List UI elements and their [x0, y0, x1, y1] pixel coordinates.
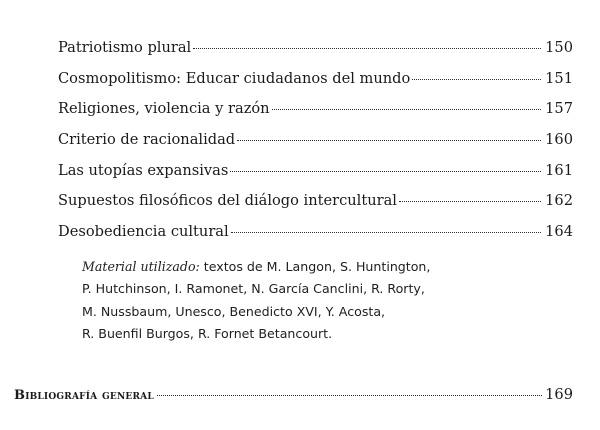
toc-list	[58, 36, 573, 251]
dot-leader	[399, 201, 541, 202]
toc-entry-page-number: 160	[545, 131, 573, 149]
dot-leader	[272, 109, 542, 110]
toc-entry-title: Supuestos filosóficos del diálogo intercultural	[58, 192, 397, 210]
material-line: P. Hutchinson, I. Ramonet, N. García Canclini, R. Rorty,	[82, 281, 425, 297]
material-used-note	[82, 256, 502, 345]
dot-leader	[237, 140, 541, 141]
toc-entry[interactable]	[58, 36, 573, 67]
toc-entry-page-number: 161	[545, 161, 573, 179]
bibliography-page-number: 169	[545, 386, 573, 403]
material-line	[82, 256, 502, 278]
toc-entry-title: Desobediencia cultural	[58, 223, 229, 241]
dot-leader	[157, 395, 542, 396]
dot-leader	[231, 232, 541, 233]
toc-entry-page-number: 162	[545, 192, 573, 210]
toc-entry-page-number: 151	[545, 69, 573, 87]
material-text: textos de M. Langon, S. Huntington,	[199, 259, 431, 274]
bibliography-entry[interactable]	[14, 384, 573, 407]
material-line: R. Buenfil Burgos, R. Fornet Betancourt.	[82, 325, 333, 341]
material-label: Material utilizado:	[82, 259, 200, 274]
toc-entry[interactable]	[58, 97, 573, 128]
toc-entry-title: Las utopías expansivas	[58, 161, 229, 179]
dot-leader	[230, 171, 541, 172]
toc-entry-title: Criterio de racionalidad	[58, 131, 236, 149]
toc-entry-title: Patriotismo plural	[58, 39, 192, 56]
toc-entry[interactable]	[58, 159, 573, 190]
dot-leader	[193, 48, 541, 49]
bibliography-title: Bibliografía general	[14, 388, 154, 403]
toc-entry[interactable]	[58, 128, 573, 159]
toc-entry[interactable]	[58, 220, 573, 251]
material-line: M. Nussbaum, Unesco, Benedicto XVI, Y. Acosta,	[82, 303, 386, 319]
toc-entry-page-number: 164	[545, 223, 573, 241]
dot-leader	[412, 79, 541, 80]
toc-entry-title: Religiones, violencia y razón	[58, 100, 270, 118]
toc-entry-page-number: 150	[545, 39, 573, 56]
toc-entry-page-number: 157	[545, 100, 573, 118]
toc-entry[interactable]	[58, 67, 573, 98]
toc-entry-title: Cosmopolitismo: Educar ciudadanos del mundo	[58, 69, 411, 87]
toc-entry[interactable]	[58, 189, 573, 220]
